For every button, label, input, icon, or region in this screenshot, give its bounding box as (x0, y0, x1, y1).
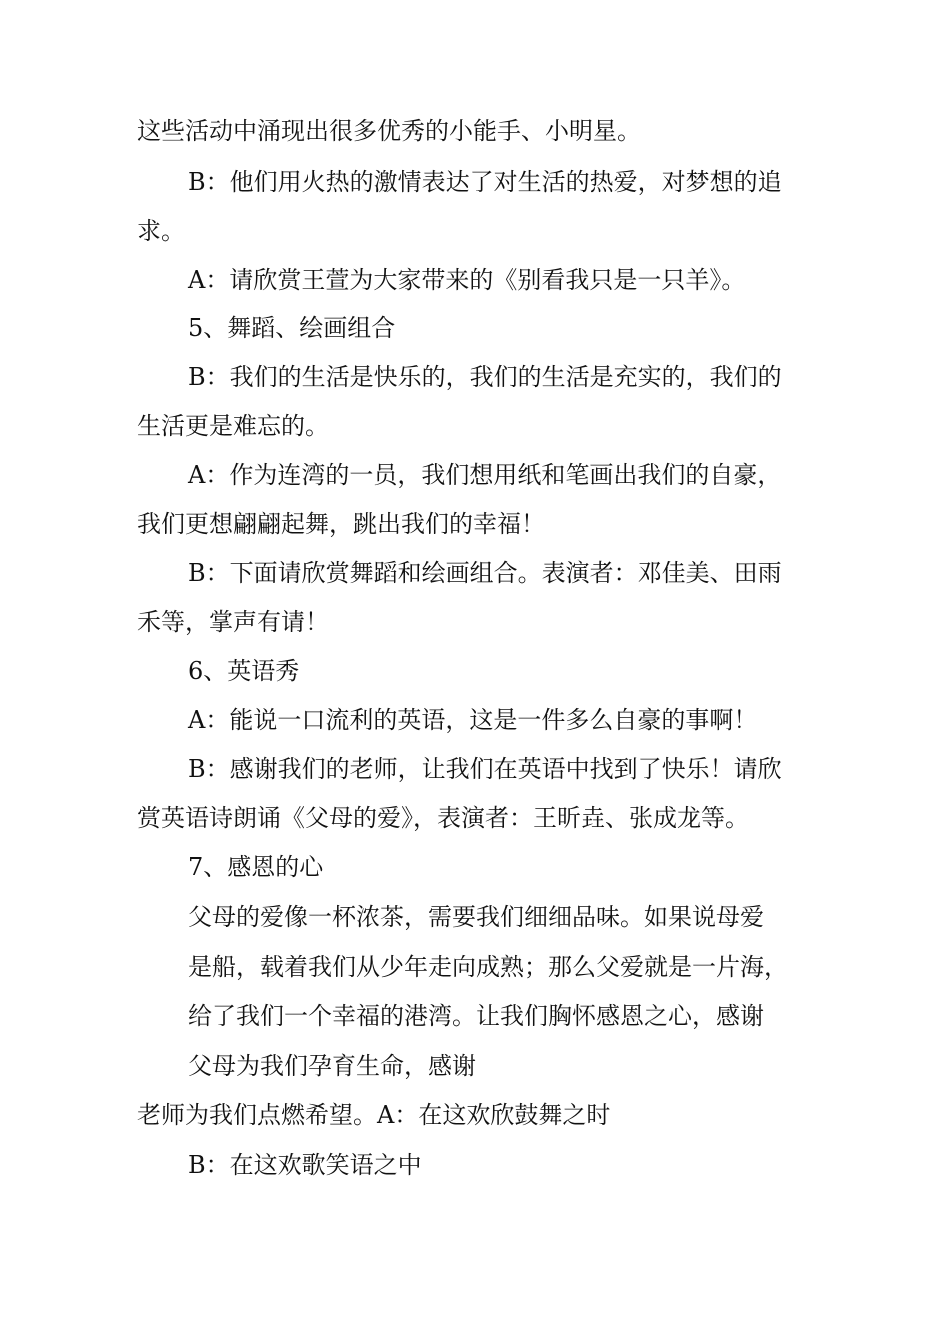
text-line: 禾等，掌声有请！ (137, 608, 329, 636)
text-line: B：他们用火热的激情表达了对生活的热爱，对梦想的追 (188, 168, 782, 196)
section-heading: 5、舞蹈、绘画组合 (188, 314, 396, 342)
text-line: A：作为连湾的一员，我们想用纸和笔画出我们的自豪， (188, 461, 782, 489)
text-line: 生活更是难忘的。 (137, 412, 329, 440)
text-line: A：请欣赏王萱为大家带来的《别看我只是一只羊》。 (188, 266, 746, 294)
text-line: A：能说一口流利的英语，这是一件多么自豪的事啊！ (188, 706, 758, 734)
section-heading: 7、感恩的心 (188, 853, 324, 881)
text-line: B：感谢我们的老师，让我们在英语中找到了快乐！请欣 (188, 755, 782, 783)
text-line: 是船，载着我们从少年走向成熟；那么父爱就是一片海， (188, 953, 788, 981)
text-line: 父母的爱像一杯浓茶，需要我们细细品味。如果说母爱 (188, 903, 764, 931)
text-line: B：在这欢歌笑语之中 (188, 1151, 422, 1179)
text-line: B：我们的生活是快乐的，我们的生活是充实的，我们的 (188, 363, 782, 391)
text-line: 老师为我们点燃希望。A：在这欢欣鼓舞之时 (137, 1101, 611, 1129)
text-line: 赏英语诗朗诵《父母的爱》，表演者：王昕垚、张成龙等。 (137, 804, 749, 832)
text-line: 给了我们一个幸福的港湾。让我们胸怀感恩之心，感谢 (188, 1002, 764, 1030)
text-line: 父母为我们孕育生命，感谢 (188, 1052, 476, 1080)
text-line: 这些活动中涌现出很多优秀的小能手、小明星。 (137, 117, 641, 145)
text-line: 求。 (137, 217, 185, 245)
section-heading: 6、英语秀 (188, 657, 300, 685)
text-line: B：下面请欣赏舞蹈和绘画组合。表演者：邓佳美、田雨 (188, 559, 782, 587)
text-line: 我们更想翩翩起舞，跳出我们的幸福！ (137, 510, 545, 538)
